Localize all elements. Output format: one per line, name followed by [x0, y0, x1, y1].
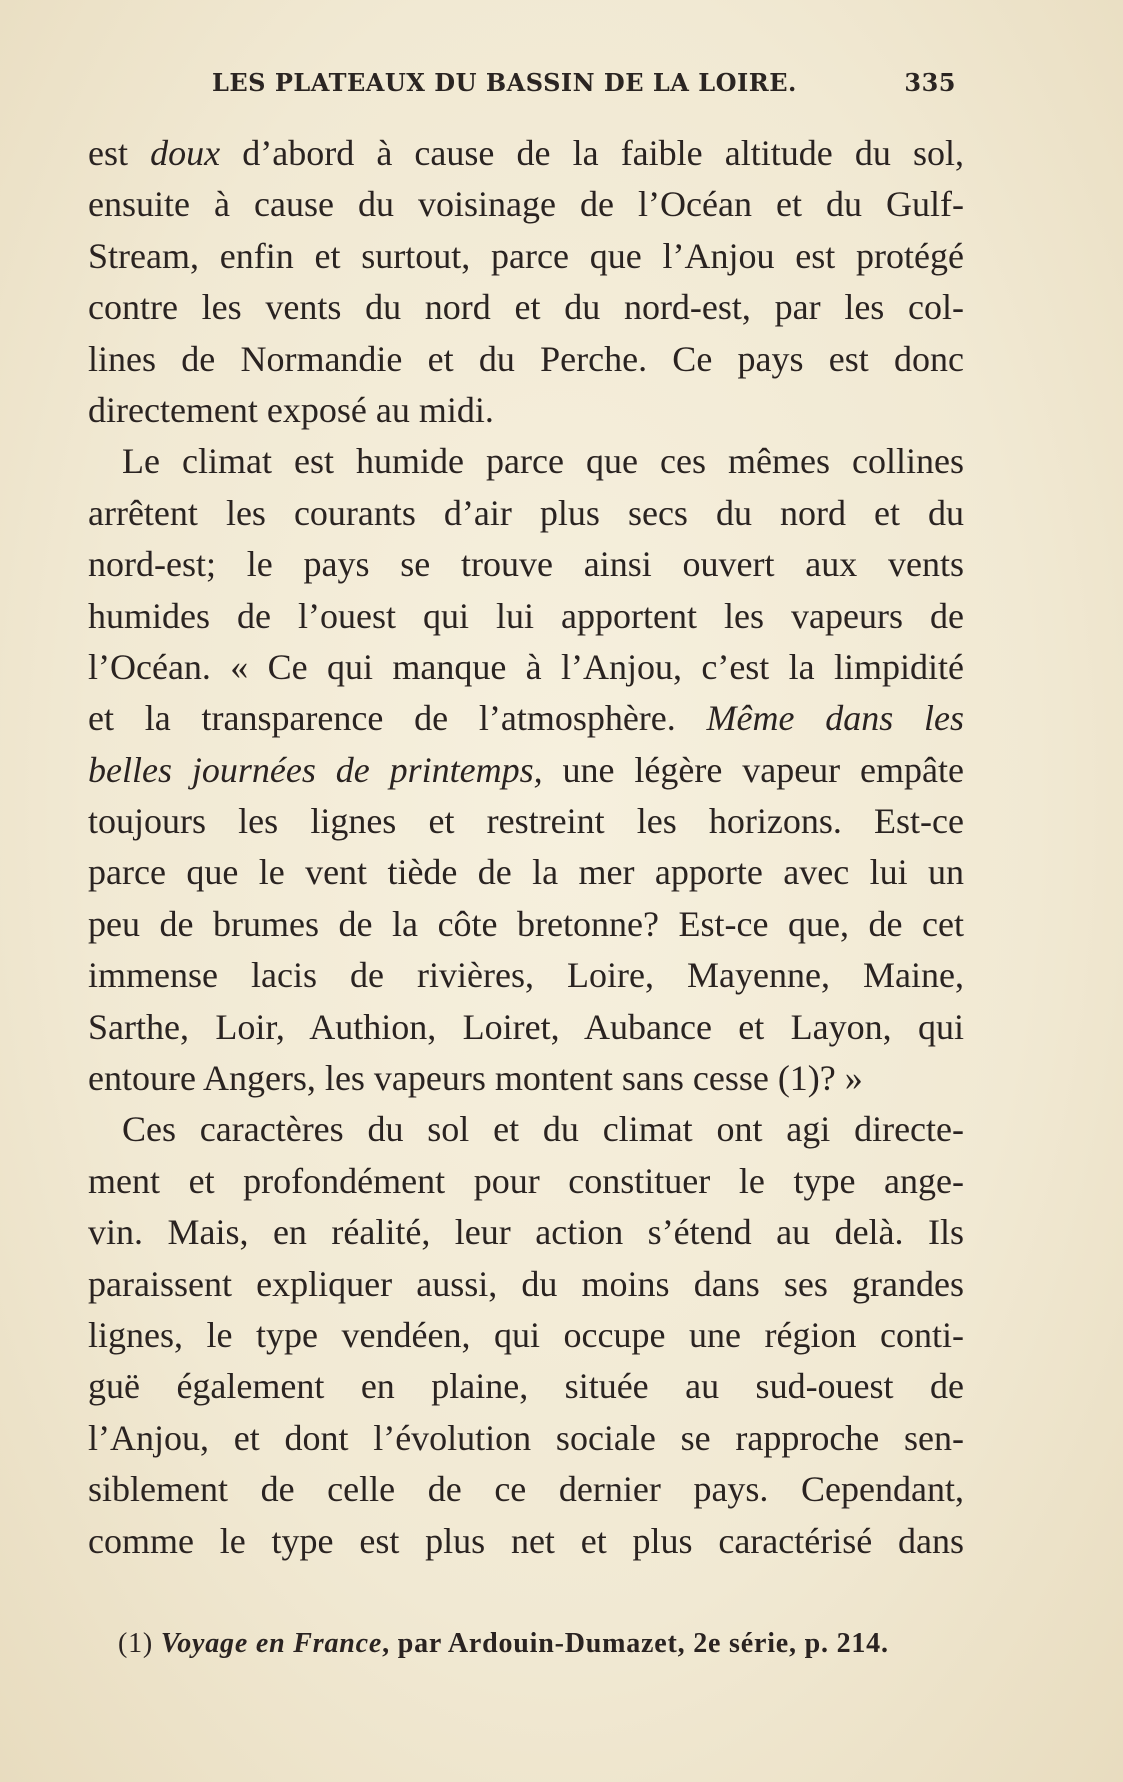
text-line: Ces caractères du sol et du climat ont agi directe- — [122, 1109, 964, 1150]
text-line: contre les vents du nord et du nord-est, par les col- — [88, 287, 964, 328]
text-line: paraissent expliquer aussi, du moins dans ses grandes — [88, 1263, 964, 1304]
text-line: Sarthe, Loir, Authion, Loiret, Aubance et Layon, qui — [88, 1006, 964, 1047]
text-line: l’Océan. « Ce qui manque à l’Anjou, c’est la limpidité — [88, 646, 964, 687]
footnote-marker: (1) — [118, 1628, 161, 1659]
text-line: l’Anjou, et dont l’évolution sociale se rapproche sen- — [88, 1417, 964, 1458]
text-line: ment et profondément pour constituer le type ange- — [88, 1160, 964, 1201]
body-text — [88, 128, 964, 1567]
page-number: 335 — [904, 68, 956, 97]
text-line: arrêtent les courants d’air plus secs du nord et du — [88, 492, 964, 533]
footnote-book-title: Voyage en France — [160, 1628, 383, 1659]
text-line: parce que le vent tiède de la mer apporte avec lui un — [88, 852, 964, 893]
text-line: comme le type est plus net et plus caractérisé dans — [88, 1520, 964, 1561]
footnote — [118, 1628, 968, 1660]
text-line: est doux d’abord à cause de la faible altitude du sol, — [88, 133, 964, 173]
footnote-citation: , par Ardouin-Dumazet, 2e série, p. 214. — [382, 1628, 889, 1659]
running-head-title: LES PLATEAUX DU BASSIN DE LA LOIRE. — [212, 68, 797, 97]
text-line: peu de brumes de la côte bretonne? Est-ce que, de cet — [88, 903, 964, 944]
text-line: humides de l’ouest qui lui apportent les vapeurs de — [88, 595, 964, 636]
text-line: siblement de celle de ce dernier pays. Cependant, — [88, 1469, 964, 1510]
text-line: directement exposé au midi. — [88, 389, 494, 430]
text-line: ensuite à cause du voisinage de l’Océan et du Gulf- — [88, 184, 964, 225]
text-line: lines de Normandie et du Perche. Ce pays est donc — [88, 338, 964, 379]
text-line: Stream, enfin et surtout, parce que l’Anjou est protégé — [88, 235, 964, 276]
text-line: vin. Mais, en réalité, leur action s’étend au delà. Ils — [88, 1212, 964, 1253]
text-line: guë également en plaine, située au sud-ouest de — [88, 1366, 964, 1407]
text-line: toujours les lignes et restreint les horizons. Est-ce — [88, 801, 964, 842]
text-line: Le climat est humide parce que ces mêmes collines — [122, 441, 964, 482]
text-line: immense lacis de rivières, Loire, Mayenne, Maine, — [88, 955, 964, 996]
text-line: entoure Angers, les vapeurs montent sans cesse (1)? » — [88, 1058, 863, 1099]
running-head — [212, 62, 956, 102]
text-line: et la transparence de l’atmosphère. Même dans les — [88, 698, 965, 739]
text-line: lignes, le type vendéen, qui occupe une région conti- — [88, 1314, 964, 1355]
text-line: nord-est; le pays se trouve ainsi ouvert aux vents — [88, 544, 964, 585]
text-line: belles journées de printemps, une légère vapeur empâte — [88, 749, 964, 790]
